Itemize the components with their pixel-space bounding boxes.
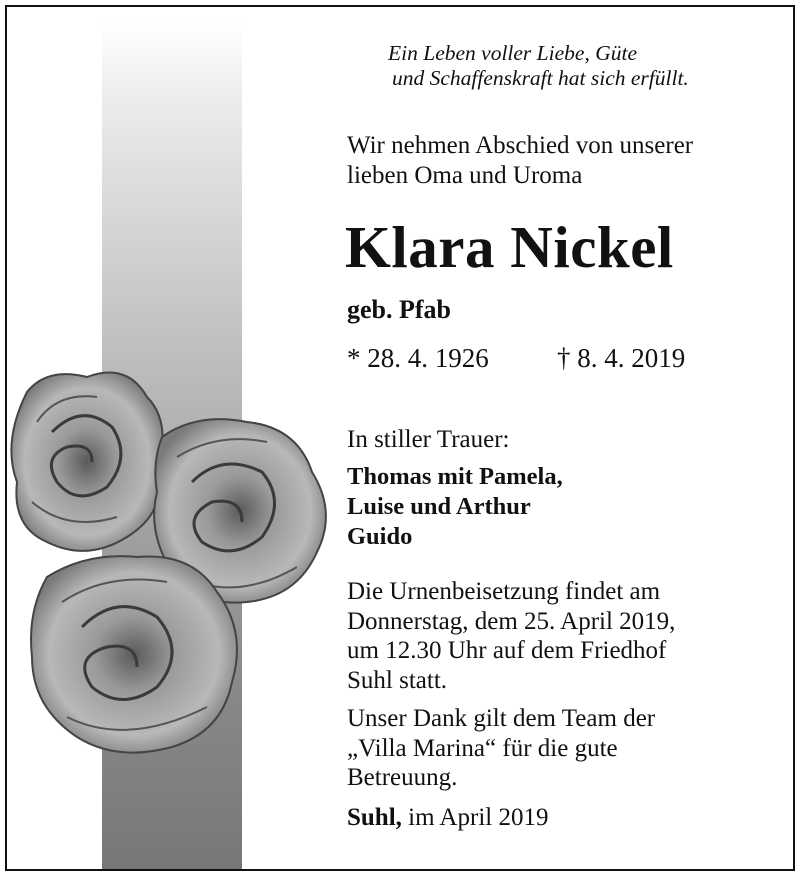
family-member: Guido xyxy=(347,523,413,550)
motto xyxy=(388,41,795,91)
death-date: † 8. 4. 2019 xyxy=(557,343,686,373)
thanks-line: Unser Dank gilt dem Team der xyxy=(347,705,656,732)
family-member: Luise und Arthur xyxy=(347,493,531,520)
rose-bottom xyxy=(31,556,237,752)
thanks-line: „Villa Marina“ für die gute xyxy=(347,734,618,762)
deceased-name: Klara Nickel xyxy=(345,214,674,280)
mourning-heading: In stiller Trauer: xyxy=(347,426,510,453)
family-list xyxy=(347,462,563,552)
signature-place: Suhl, xyxy=(347,804,402,831)
signature xyxy=(347,804,548,832)
burial-line: um 12.30 Uhr auf dem Friedhof xyxy=(347,637,667,664)
family-member: Thomas mit Pamela, xyxy=(347,463,563,490)
burial-info xyxy=(347,577,787,695)
obituary-frame xyxy=(5,5,795,871)
motto-line: und Schaffenskraft hat sich erfüllt. xyxy=(392,66,689,90)
thanks-note xyxy=(347,704,787,793)
intro-line: lieben Oma und Uroma xyxy=(347,162,583,189)
maiden-name: geb. Pfab xyxy=(347,295,451,324)
burial-line: Donnerstag, dem 25. April 2019, xyxy=(347,607,676,635)
burial-line: Suhl statt. xyxy=(347,666,448,694)
birth-date: * 28. 4. 1926 xyxy=(347,343,489,373)
roses-image xyxy=(7,362,347,782)
burial-line: Die Urnenbeisetzung findet am xyxy=(347,578,661,605)
motto-line: Ein Leben voller Liebe, Güte xyxy=(388,41,637,65)
rose-top-left xyxy=(11,373,162,551)
intro-line: Wir nehmen Abschied von unserer xyxy=(347,132,694,159)
intro-text xyxy=(347,131,693,191)
signature-date: im April 2019 xyxy=(408,804,549,831)
thanks-line: Betreuung. xyxy=(347,764,458,791)
